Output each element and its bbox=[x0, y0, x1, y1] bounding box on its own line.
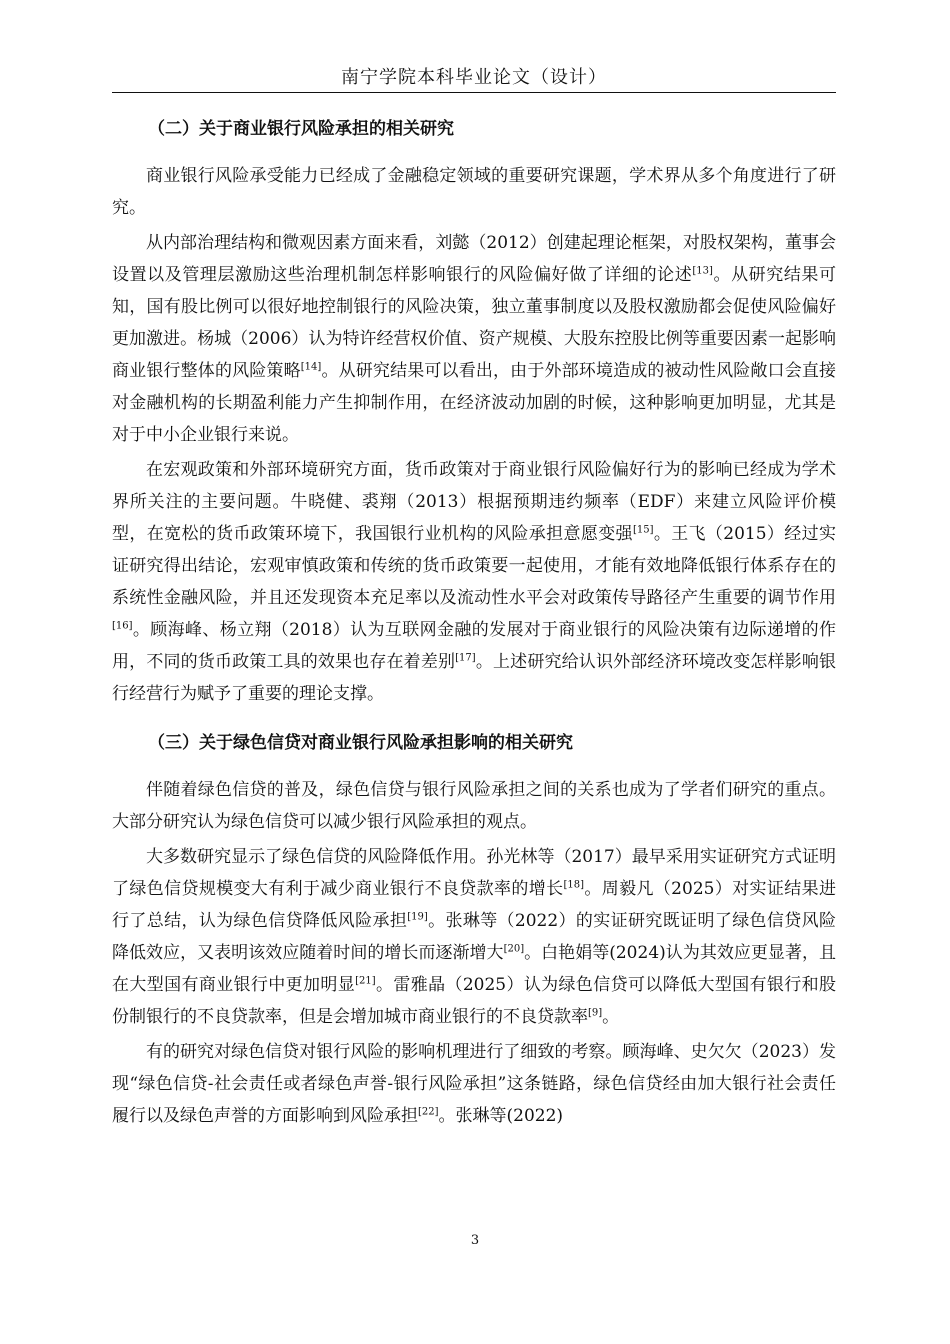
citation-mark: [13] bbox=[692, 265, 713, 277]
text-run: 。周毅凡（2025）对实证结果进行了总结，认为绿色信贷降低风险承担 bbox=[112, 879, 836, 931]
text-run: 伴随着绿色信贷的普及，绿色信贷与银行风险承担之间的关系也成为了学者们研究的重点。大部分研究认为绿色信贷可以减少银行风险承担的观点。 bbox=[112, 780, 836, 832]
header-rule bbox=[112, 92, 836, 93]
citation-mark: [17] bbox=[455, 652, 476, 664]
text-run: 。从研究结果可以看出，由于外部环境造成的被动性风险敞口会直接对金融机构的长期盈利能力产生抑制作用，在经济波动加剧的时候，这种影响更加明显，尤其是对于中小企业银行来说。 bbox=[112, 361, 837, 445]
text-run: 。上述研究给认识外部经济环境改变怎样影响银行经营行为赋予了重要的理论支撑。 bbox=[112, 652, 837, 704]
section-heading-2: （二）关于商业银行风险承担的相关研究 bbox=[148, 119, 454, 139]
paragraph bbox=[112, 454, 836, 710]
text-run: 。王飞（2015）经过实证研究得出结论，宏观审慎政策和传统的货币政策要一起使用，才能有效地降低银行体系存在的系统性金融风险，并且还发现资本充足率以及流动性水平会对政策传导路径产生重要的调节作用 bbox=[112, 524, 837, 608]
citation-mark: [9] bbox=[588, 1007, 603, 1019]
citation-mark: [22] bbox=[418, 1106, 439, 1118]
citation-mark: [21] bbox=[355, 975, 376, 987]
text-run: 有的研究对绿色信贷对银行风险的影响机理进行了细致的考察。顾海峰、史欠欠（2023）发现“绿色信贷-社会责任或者绿色声誉-银行风险承担”这条链路，绿色信贷经由加大银行社会责任履行以及绿色声誉的方面影响到风险承担 bbox=[112, 1042, 836, 1126]
citation-mark: [20] bbox=[503, 943, 525, 955]
text-run: 。张琳等(2022) bbox=[438, 1106, 564, 1126]
paragraph bbox=[112, 160, 836, 224]
paragraph bbox=[112, 774, 836, 838]
text-run: 。雷雅晶（2025）认为绿色信贷可以降低大型国有银行和股份制银行的不良贷款率，但是会增加城市商业银行的不良贷款率 bbox=[112, 975, 837, 1027]
citation-mark: [18] bbox=[563, 879, 584, 891]
citation-mark: [16] bbox=[112, 620, 133, 632]
running-header: 南宁学院本科毕业论文（设计） bbox=[341, 67, 607, 88]
paragraph bbox=[112, 227, 836, 451]
text-run: 从内部治理结构和微观因素方面来看，刘懿（2012）创建起理论框架，对股权架构，董事会设置以及管理层激励这些治理机制怎样影响银行的风险偏好做了详细的论述 bbox=[112, 233, 836, 285]
citation-mark: [19] bbox=[407, 911, 428, 923]
text-run: 商业银行风险承受能力已经成了金融稳定领域的重要研究课题，学术界从多个角度进行了研究。 bbox=[112, 166, 836, 218]
text-run: 。白艳娟等(2024)认为其效应更显著，且在大型国有商业银行中更加明显 bbox=[112, 943, 837, 995]
text-run: 大多数研究显示了绿色信贷的风险降低作用。孙光林等（2017）最早采用实证研究方式证明了绿色信贷规模变大有利于减少商业银行不良贷款率的增长 bbox=[112, 847, 836, 899]
text-run: 。 bbox=[602, 1007, 620, 1027]
text-run: 。顾海峰、杨立翔（2018）认为互联网金融的发展对于商业银行的风险决策有边际递增的作用，不同的货币政策工具的效果也存在着差别 bbox=[112, 620, 836, 672]
citation-mark: [15] bbox=[632, 524, 654, 536]
text-run: 在宏观政策和外部环境研究方面，货币政策对于商业银行风险偏好行为的影响已经成为学术界所关注的主要问题。牛晓健、裘翔（2013）根据预期违约频率（EDF）来建立风险评价模型，在宽松的货币政策环境下，我国银行业机构的风险承担意愿变强 bbox=[112, 460, 836, 544]
paragraph bbox=[112, 1036, 836, 1132]
text-run: 。张琳等（2022）的实证研究既证明了绿色信贷风险降低效应，又表明该效应随着时间的增长而逐渐增大 bbox=[112, 911, 837, 963]
citation-mark: [14] bbox=[300, 361, 322, 373]
section-heading-3: （三）关于绿色信贷对商业银行风险承担影响的相关研究 bbox=[148, 733, 573, 753]
page-body bbox=[112, 112, 836, 1135]
paragraph bbox=[112, 841, 836, 1033]
text-run: 。从研究结果可知，国有股比例可以很好地控制银行的风险决策，独立董事制度以及股权激励都会促使风险偏好更加激进。杨城（2006）认为特许经营权价值、资产规模、大股东控股比例等重要因素一起影响商业银行整体的风险策略 bbox=[112, 265, 837, 381]
page-number: 3 bbox=[470, 1233, 480, 1248]
